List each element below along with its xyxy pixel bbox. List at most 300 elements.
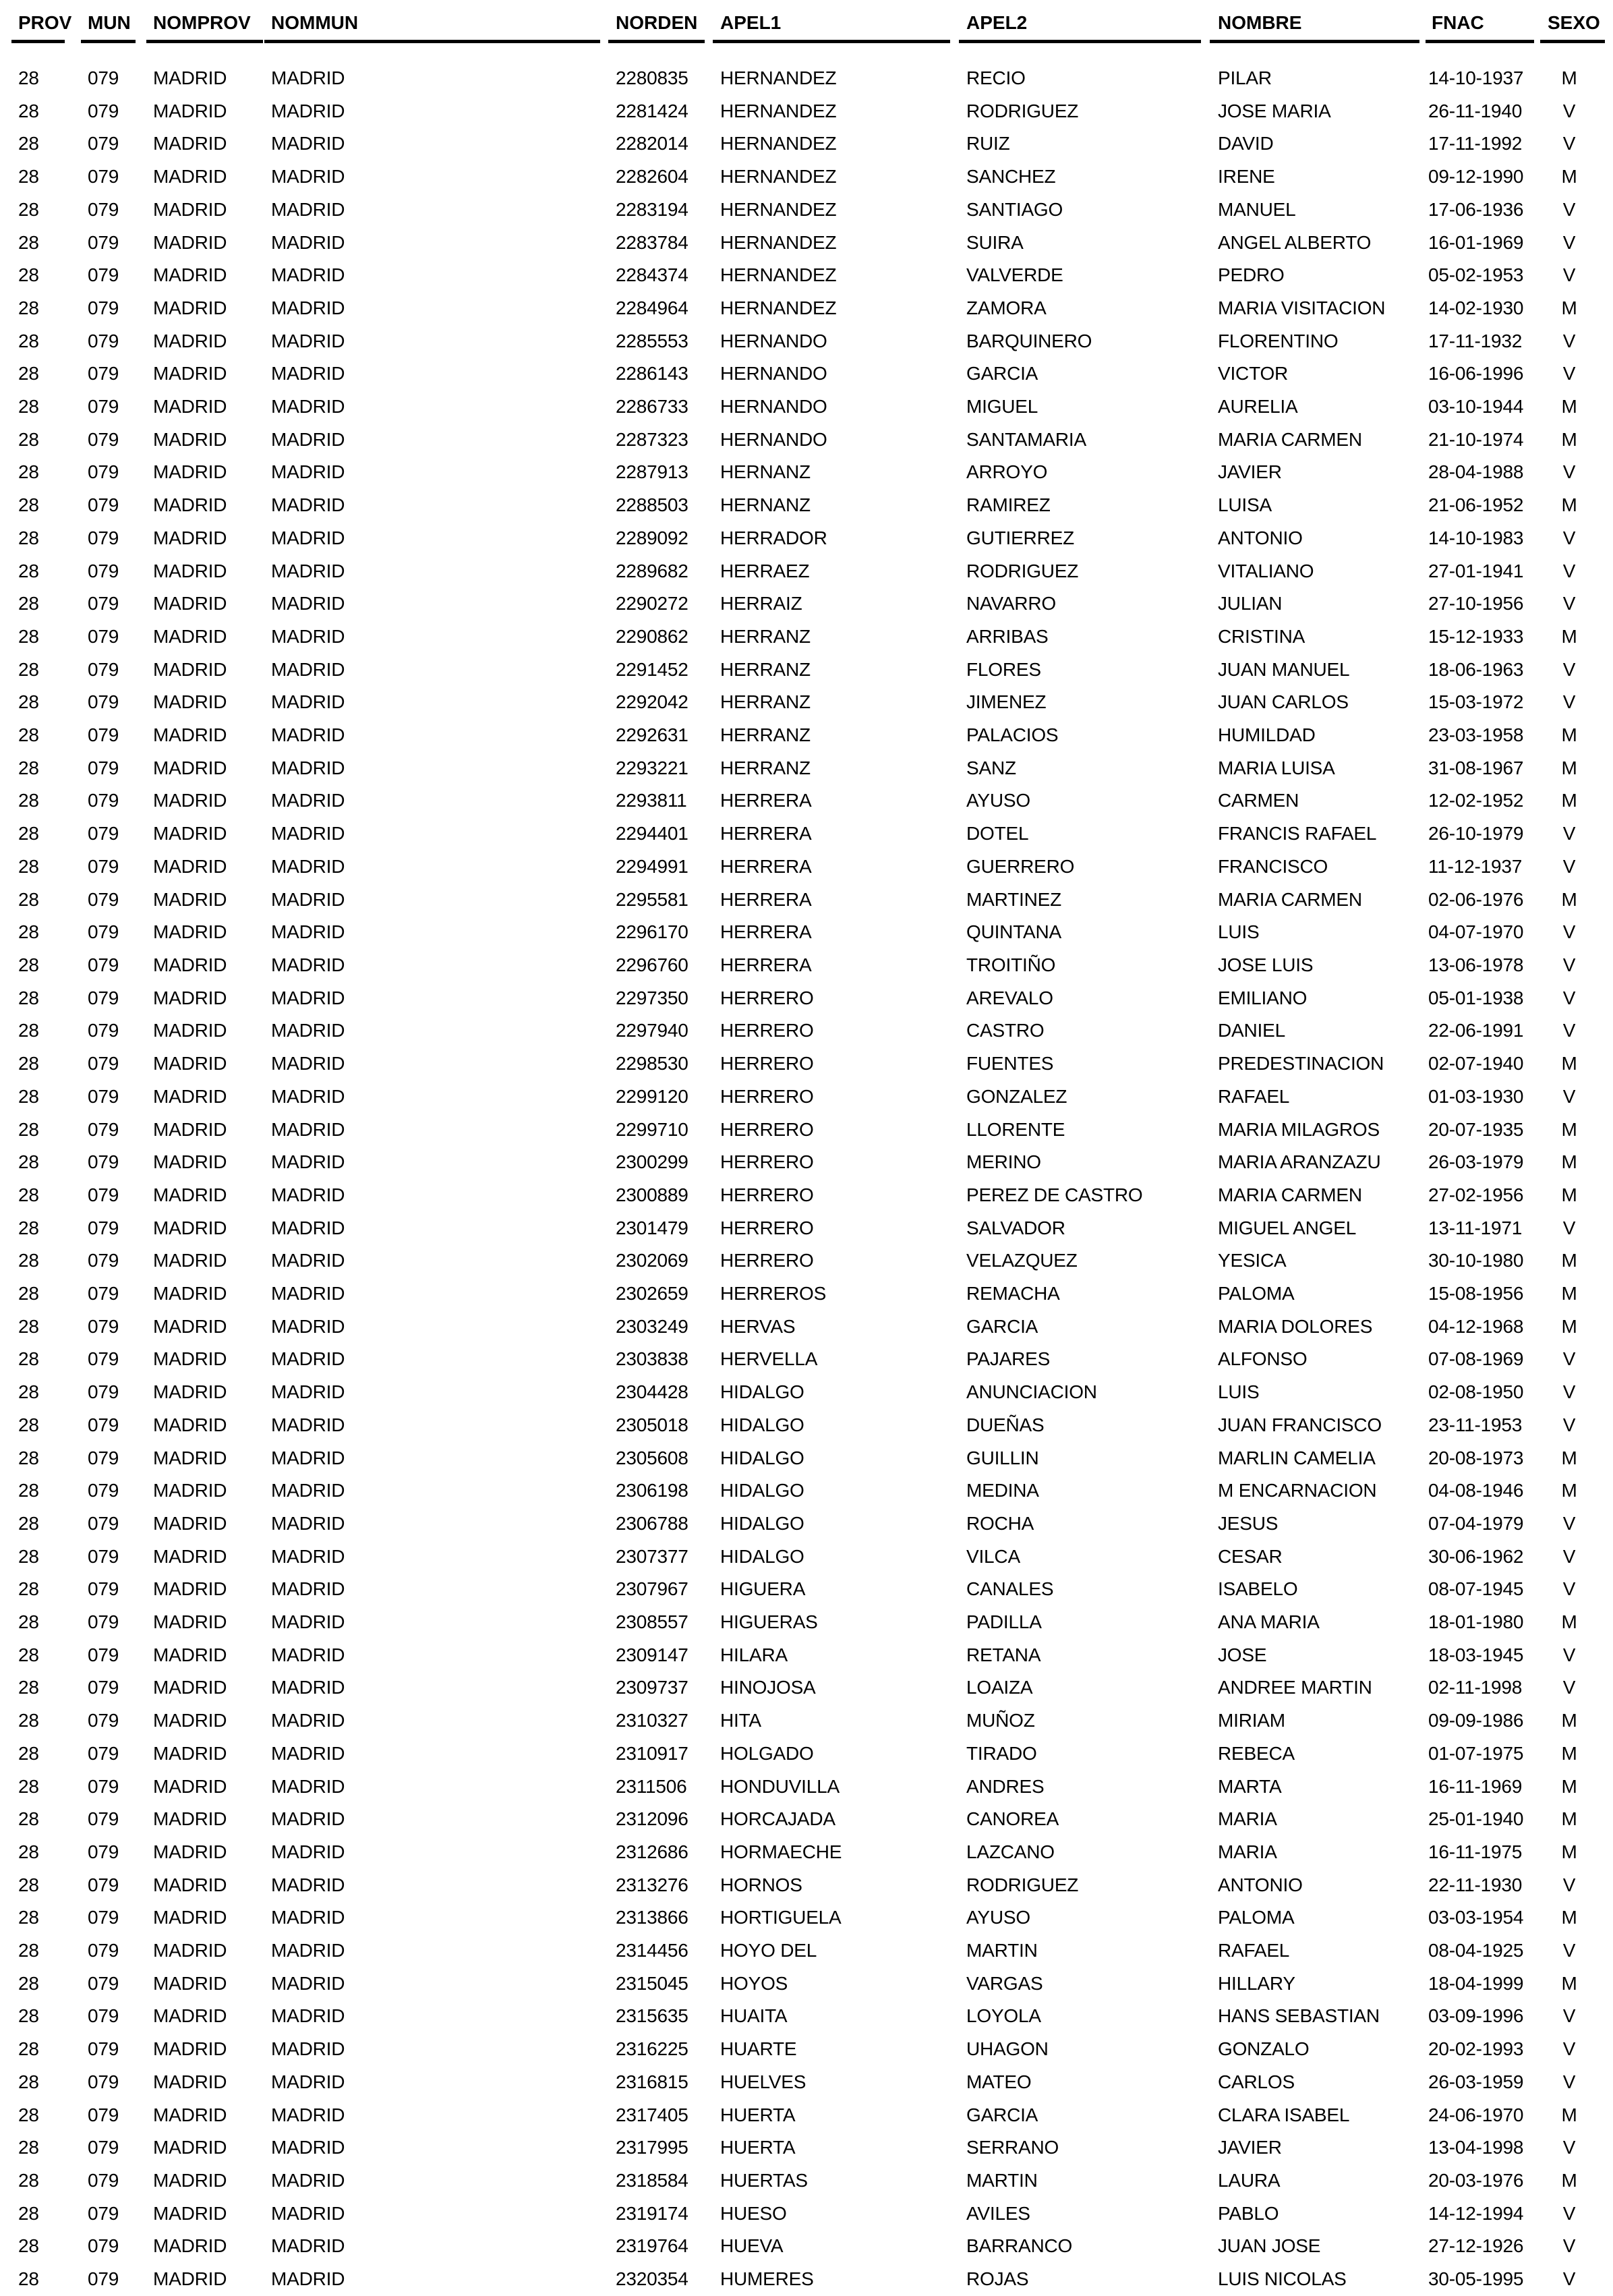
cell-apel2: VALVERDE [966, 264, 1063, 286]
cell-sexo: V [1562, 1217, 1576, 1238]
cell-fnac: 13-04-1998 [1428, 2137, 1524, 2158]
cell-fnac: 18-01-1980 [1428, 1611, 1524, 1633]
cell-norden: 2307377 [616, 1545, 688, 1567]
cell-nombre: JESUS [1218, 1512, 1279, 1534]
cell-nombre: ANTONIO [1218, 527, 1303, 548]
cell-norden: 2305608 [616, 1447, 688, 1468]
cell-mun: 079 [88, 1710, 119, 1731]
cell-prov: 28 [18, 1808, 39, 1830]
cell-apel1: HERNANDO [720, 428, 827, 450]
cell-sexo: M [1561, 1841, 1577, 1862]
cell-prov: 28 [18, 1677, 39, 1698]
cell-nombre: MIRIAM [1218, 1710, 1285, 1731]
cell-apel1: HINOJOSA [720, 1677, 816, 1698]
cell-apel2: SANZ [966, 757, 1016, 778]
table-row [11, 587, 1613, 621]
cell-nommun: MADRID [271, 1710, 345, 1731]
cell-nommun: MADRID [271, 2235, 345, 2257]
cell-sexo: V [1562, 2005, 1576, 2027]
cell-sexo: V [1562, 2268, 1576, 2290]
table-row [11, 916, 1613, 949]
cell-mun: 079 [88, 1545, 119, 1567]
cell-fnac: 14-12-1994 [1428, 2202, 1524, 2224]
table-row [11, 686, 1613, 719]
cell-apel2: MUÑOZ [966, 1710, 1035, 1731]
cell-nommun: MADRID [271, 1315, 345, 1337]
cell-prov: 28 [18, 1118, 39, 1140]
cell-nomprov: MADRID [153, 1250, 227, 1271]
cell-nomprov: MADRID [153, 1841, 227, 1862]
cell-fnac: 11-12-1937 [1428, 855, 1523, 877]
cell-prov: 28 [18, 987, 39, 1008]
cell-sexo: M [1561, 1611, 1577, 1633]
cell-prov: 28 [18, 1184, 39, 1205]
cell-nommun: MADRID [271, 1184, 345, 1205]
cell-sexo: V [1562, 1085, 1576, 1107]
table-row [11, 817, 1613, 851]
cell-nommun: MADRID [271, 1578, 345, 1600]
cell-sexo: V [1562, 1578, 1576, 1600]
cell-mun: 079 [88, 790, 119, 811]
cell-nomprov: MADRID [153, 1118, 227, 1140]
cell-nombre: JOSE [1218, 1644, 1267, 1665]
cell-prov: 28 [18, 461, 39, 483]
cell-sexo: M [1561, 1447, 1577, 1468]
cell-prov: 28 [18, 2038, 39, 2060]
cell-nombre: JUAN CARLOS [1218, 691, 1349, 713]
cell-mun: 079 [88, 1742, 119, 1764]
cell-nombre: VITALIANO [1218, 560, 1314, 581]
table-row [11, 259, 1613, 292]
cell-sexo: M [1561, 67, 1577, 88]
cell-nombre: MARLIN CAMELIA [1218, 1447, 1376, 1468]
col-header-norden [608, 0, 713, 62]
cell-norden: 2290272 [616, 593, 688, 614]
cell-nombre: ISABELO [1218, 1578, 1298, 1600]
cell-nombre: LUISA [1218, 494, 1272, 516]
cell-nomprov: MADRID [153, 1742, 227, 1764]
cell-apel1: HERRERA [720, 855, 812, 877]
cell-nommun: MADRID [271, 1841, 345, 1862]
table-row [11, 621, 1613, 654]
cell-apel1: HERRERO [720, 1184, 814, 1205]
cell-apel1: HERNANDEZ [720, 166, 837, 188]
cell-prov: 28 [18, 954, 39, 975]
cell-fnac: 17-06-1936 [1428, 198, 1524, 220]
cell-fnac: 04-12-1968 [1428, 1315, 1524, 1337]
cell-mun: 079 [88, 1644, 119, 1665]
cell-nombre: ANTONIO [1218, 1874, 1303, 1895]
cell-nomprov: MADRID [153, 330, 227, 351]
cell-nommun: MADRID [271, 1742, 345, 1764]
cell-sexo: V [1562, 1644, 1576, 1665]
cell-sexo: V [1562, 823, 1576, 844]
cell-apel2: ANDRES [966, 1775, 1045, 1797]
cell-fnac: 26-03-1959 [1428, 2071, 1524, 2092]
cell-prov: 28 [18, 1710, 39, 1731]
cell-mun: 079 [88, 954, 119, 975]
table-row [11, 1671, 1613, 1704]
cell-mun: 079 [88, 757, 119, 778]
cell-nombre: PEDRO [1218, 264, 1285, 286]
cell-apel1: HUEVA [720, 2235, 784, 2257]
cell-nomprov: MADRID [153, 1447, 227, 1468]
cell-mun: 079 [88, 2170, 119, 2191]
cell-nommun: MADRID [271, 1808, 345, 1830]
cell-nommun: MADRID [271, 1940, 345, 1961]
cell-apel2: BARRANCO [966, 2235, 1073, 2257]
cell-apel1: HERVELLA [720, 1348, 818, 1370]
cell-norden: 2304428 [616, 1381, 688, 1403]
cell-nomprov: MADRID [153, 1414, 227, 1435]
table-row [11, 325, 1613, 358]
col-header-label: NOMMUN [271, 12, 359, 33]
cell-sexo: M [1561, 1053, 1577, 1074]
cell-norden: 2305018 [616, 1414, 688, 1435]
cell-mun: 079 [88, 330, 119, 351]
cell-norden: 2317405 [616, 2104, 688, 2125]
col-header-mun [81, 0, 146, 62]
cell-prov: 28 [18, 658, 39, 680]
cell-nombre: FRANCISCO [1218, 855, 1328, 877]
cell-sexo: M [1561, 494, 1577, 516]
cell-fnac: 03-09-1996 [1428, 2005, 1524, 2027]
cell-sexo: M [1561, 724, 1577, 746]
cell-mun: 079 [88, 231, 119, 253]
table-row [11, 424, 1613, 457]
cell-fnac: 04-07-1970 [1428, 921, 1524, 943]
col-header-apel1 [713, 0, 959, 62]
cell-norden: 2317995 [616, 2137, 688, 2158]
cell-nombre: LAURA [1218, 2170, 1281, 2191]
cell-apel2: GUILLIN [966, 1447, 1039, 1468]
cell-norden: 2292631 [616, 724, 688, 746]
cell-norden: 2316225 [616, 2038, 688, 2060]
col-header-nombre [1210, 0, 1426, 62]
cell-nomprov: MADRID [153, 757, 227, 778]
cell-norden: 2294401 [616, 823, 688, 844]
table-row [11, 555, 1613, 588]
cell-norden: 2314456 [616, 1940, 688, 1961]
cell-apel2: CANOREA [966, 1808, 1059, 1830]
cell-mun: 079 [88, 1085, 119, 1107]
cell-nommun: MADRID [271, 1118, 345, 1140]
cell-fnac: 17-11-1932 [1428, 330, 1523, 351]
cell-nommun: MADRID [271, 1907, 345, 1928]
cell-nommun: MADRID [271, 2202, 345, 2224]
cell-fnac: 16-01-1969 [1428, 231, 1524, 253]
cell-sexo: V [1562, 560, 1576, 581]
cell-nommun: MADRID [271, 790, 345, 811]
cell-prov: 28 [18, 297, 39, 318]
cell-apel1: HIDALGO [720, 1512, 804, 1534]
col-header-label: SEXO [1548, 12, 1600, 33]
cell-nombre: ANDREE MARTIN [1218, 1677, 1372, 1698]
cell-apel2: LLORENTE [966, 1118, 1065, 1140]
cell-nommun: MADRID [271, 1381, 345, 1403]
cell-prov: 28 [18, 1578, 39, 1600]
cell-prov: 28 [18, 888, 39, 910]
cell-apel1: HERRANZ [720, 625, 811, 647]
cell-nombre: MARTA [1218, 1775, 1282, 1797]
cell-sexo: V [1562, 1512, 1576, 1534]
cell-fnac: 18-03-1945 [1428, 1644, 1524, 1665]
cell-nommun: MADRID [271, 494, 345, 516]
cell-apel2: ARRIBAS [966, 625, 1049, 647]
cell-apel2: GUTIERREZ [966, 527, 1074, 548]
cell-sexo: V [1562, 1545, 1576, 1567]
cell-norden: 2284964 [616, 297, 688, 318]
cell-apel1: HIDALGO [720, 1545, 804, 1567]
cell-nommun: MADRID [271, 1545, 345, 1567]
cell-mun: 079 [88, 1315, 119, 1337]
cell-apel2: RODRIGUEZ [966, 1874, 1079, 1895]
cell-nommun: MADRID [271, 133, 345, 154]
table-row [11, 1278, 1613, 1311]
cell-apel2: PAJARES [966, 1348, 1051, 1370]
cell-mun: 079 [88, 2038, 119, 2060]
cell-norden: 2316815 [616, 2071, 688, 2092]
cell-fnac: 26-03-1979 [1428, 1151, 1524, 1173]
cell-nombre: M ENCARNACION [1218, 1480, 1377, 1501]
cell-sexo: V [1562, 527, 1576, 548]
cell-nommun: MADRID [271, 757, 345, 778]
table-row [11, 1968, 1613, 2001]
cell-nommun: MADRID [271, 264, 345, 286]
cell-fnac: 20-07-1935 [1428, 1118, 1524, 1140]
cell-apel2: NAVARRO [966, 593, 1056, 614]
cell-prov: 28 [18, 133, 39, 154]
cell-prov: 28 [18, 1775, 39, 1797]
cell-nombre: EMILIANO [1218, 987, 1308, 1008]
cell-nombre: VICTOR [1218, 363, 1289, 384]
cell-nomprov: MADRID [153, 987, 227, 1008]
cell-fnac: 08-04-1925 [1428, 1940, 1524, 1961]
cell-norden: 2299120 [616, 1085, 688, 1107]
cell-sexo: V [1562, 954, 1576, 975]
cell-mun: 079 [88, 691, 119, 713]
cell-prov: 28 [18, 494, 39, 516]
cell-nomprov: MADRID [153, 100, 227, 121]
cell-nombre: MARIA ARANZAZU [1218, 1151, 1381, 1173]
cell-prov: 28 [18, 166, 39, 188]
col-header-fnac [1426, 0, 1540, 62]
cell-apel2: AYUSO [966, 790, 1030, 811]
table-row [11, 1803, 1613, 1836]
cell-apel1: HERNANDEZ [720, 198, 837, 220]
cell-apel1: HERRERA [720, 954, 812, 975]
table-row [11, 2066, 1613, 2099]
cell-apel1: HERRERO [720, 1151, 814, 1173]
cell-nomprov: MADRID [153, 198, 227, 220]
cell-prov: 28 [18, 1972, 39, 1994]
cell-prov: 28 [18, 691, 39, 713]
cell-apel1: HERNANZ [720, 461, 811, 483]
cell-nombre: PABLO [1218, 2202, 1279, 2224]
table-row [11, 1146, 1613, 1179]
cell-nombre: PALOMA [1218, 1907, 1295, 1928]
table-row [11, 1639, 1613, 1672]
cell-sexo: V [1562, 658, 1576, 680]
cell-nomprov: MADRID [153, 363, 227, 384]
cell-nommun: MADRID [271, 1053, 345, 1074]
cell-nombre: CRISTINA [1218, 625, 1306, 647]
cell-apel1: HERRANZ [720, 658, 811, 680]
table-row [11, 1179, 1613, 1212]
table-row [11, 1376, 1613, 1409]
cell-sexo: V [1562, 1348, 1576, 1370]
cell-apel2: GUERRERO [966, 855, 1075, 877]
cell-apel2: AVILES [966, 2202, 1030, 2224]
cell-norden: 2301479 [616, 1217, 688, 1238]
cell-nommun: MADRID [271, 396, 345, 418]
cell-mun: 079 [88, 1447, 119, 1468]
cell-sexo: V [1562, 198, 1576, 220]
cell-apel2: LOAIZA [966, 1677, 1033, 1698]
cell-apel1: HERRERO [720, 1085, 814, 1107]
cell-nombre: JUAN MANUEL [1218, 658, 1350, 680]
cell-prov: 28 [18, 855, 39, 877]
cell-nombre: JOSE LUIS [1218, 954, 1314, 975]
table-row [11, 1869, 1613, 1902]
cell-sexo: V [1562, 593, 1576, 614]
cell-apel2: PEREZ DE CASTRO [966, 1184, 1143, 1205]
cell-nomprov: MADRID [153, 658, 227, 680]
cell-nomprov: MADRID [153, 691, 227, 713]
cell-nombre: YESICA [1218, 1250, 1287, 1271]
table-row [11, 1771, 1613, 1804]
table-row [11, 1311, 1613, 1344]
cell-mun: 079 [88, 823, 119, 844]
cell-mun: 079 [88, 1250, 119, 1271]
cell-apel2: SALVADOR [966, 1217, 1065, 1238]
cell-prov: 28 [18, 1020, 39, 1041]
cell-fnac: 15-03-1972 [1428, 691, 1524, 713]
cell-nomprov: MADRID [153, 1283, 227, 1304]
cell-fnac: 16-06-1996 [1428, 363, 1524, 384]
cell-norden: 2309147 [616, 1644, 688, 1665]
cell-apel2: AREVALO [966, 987, 1053, 1008]
cell-prov: 28 [18, 2071, 39, 2092]
cell-nommun: MADRID [271, 1348, 345, 1370]
cell-apel1: HERNANDEZ [720, 297, 837, 318]
cell-nomprov: MADRID [153, 1710, 227, 1731]
cell-sexo: V [1562, 1414, 1576, 1435]
cell-mun: 079 [88, 1611, 119, 1633]
cell-norden: 2298530 [616, 1053, 688, 1074]
cell-prov: 28 [18, 1250, 39, 1271]
cell-nombre: CARMEN [1218, 790, 1299, 811]
cell-apel2: BARQUINERO [966, 330, 1092, 351]
table-row [11, 1047, 1613, 1081]
cell-sexo: M [1561, 1907, 1577, 1928]
cell-norden: 2281424 [616, 100, 688, 121]
cell-fnac: 18-04-1999 [1428, 1972, 1524, 1994]
cell-nomprov: MADRID [153, 396, 227, 418]
cell-apel1: HIDALGO [720, 1414, 804, 1435]
cell-nommun: MADRID [271, 363, 345, 384]
cell-apel2: FLORES [966, 658, 1041, 680]
cell-prov: 28 [18, 198, 39, 220]
cell-prov: 28 [18, 625, 39, 647]
cell-nomprov: MADRID [153, 1480, 227, 1501]
cell-sexo: V [1562, 1020, 1576, 1041]
cell-apel1: HERRANZ [720, 724, 811, 746]
cell-nombre: MARIA DOLORES [1218, 1315, 1373, 1337]
cell-apel1: HOLGADO [720, 1742, 814, 1764]
cell-fnac: 09-09-1986 [1428, 1710, 1524, 1731]
cell-norden: 2296170 [616, 921, 688, 943]
cell-nomprov: MADRID [153, 133, 227, 154]
cell-mun: 079 [88, 198, 119, 220]
table-row [11, 1212, 1613, 1245]
cell-fnac: 30-06-1962 [1428, 1545, 1524, 1567]
cell-mun: 079 [88, 1874, 119, 1895]
cell-apel1: HERNANDEZ [720, 133, 837, 154]
cell-norden: 2312096 [616, 1808, 688, 1830]
col-header-label: NOMPROV [153, 12, 251, 33]
cell-apel1: HORTIGUELA [720, 1907, 842, 1928]
cell-apel2: SANTAMARIA [966, 428, 1086, 450]
table-row [11, 95, 1613, 128]
table-row [11, 719, 1613, 752]
cell-sexo: M [1561, 1775, 1577, 1797]
cell-nomprov: MADRID [153, 1217, 227, 1238]
cell-fnac: 07-04-1979 [1428, 1512, 1524, 1534]
cell-nomprov: MADRID [153, 231, 227, 253]
cell-fnac: 25-01-1940 [1428, 1808, 1524, 1830]
cell-apel2: UHAGON [966, 2038, 1049, 2060]
cell-apel1: HIDALGO [720, 1447, 804, 1468]
cell-nommun: MADRID [271, 2137, 345, 2158]
cell-nombre: GONZALO [1218, 2038, 1310, 2060]
col-header-sexo [1540, 0, 1613, 62]
cell-nommun: MADRID [271, 1283, 345, 1304]
cell-nomprov: MADRID [153, 1972, 227, 1994]
cell-mun: 079 [88, 1381, 119, 1403]
cell-fnac: 13-06-1978 [1428, 954, 1524, 975]
cell-norden: 2296760 [616, 954, 688, 975]
cell-nombre: RAFAEL [1218, 1940, 1290, 1961]
cell-nomprov: MADRID [153, 888, 227, 910]
cell-norden: 2280835 [616, 67, 688, 88]
cell-prov: 28 [18, 757, 39, 778]
cell-nomprov: MADRID [153, 2268, 227, 2290]
cell-apel2: CASTRO [966, 1020, 1045, 1041]
cell-apel2: SANTIAGO [966, 198, 1063, 220]
cell-fnac: 27-12-1926 [1428, 2235, 1524, 2257]
cell-nombre: IRENE [1218, 166, 1275, 188]
cell-nombre: PREDESTINACION [1218, 1053, 1384, 1074]
cell-apel2: DUEÑAS [966, 1414, 1045, 1435]
cell-mun: 079 [88, 428, 119, 450]
cell-prov: 28 [18, 1907, 39, 1928]
cell-mun: 079 [88, 2235, 119, 2257]
cell-prov: 28 [18, 2005, 39, 2027]
cell-mun: 079 [88, 1118, 119, 1140]
cell-nommun: MADRID [271, 2005, 345, 2027]
cell-nombre: RAFAEL [1218, 1085, 1290, 1107]
cell-nombre: JUAN JOSE [1218, 2235, 1321, 2257]
cell-nomprov: MADRID [153, 527, 227, 548]
cell-prov: 28 [18, 1085, 39, 1107]
cell-nomprov: MADRID [153, 1381, 227, 1403]
cell-apel2: ZAMORA [966, 297, 1047, 318]
cell-apel1: HORNOS [720, 1874, 802, 1895]
cell-prov: 28 [18, 1283, 39, 1304]
cell-nombre: LUIS [1218, 921, 1260, 943]
cell-apel2: GARCIA [966, 1315, 1038, 1337]
